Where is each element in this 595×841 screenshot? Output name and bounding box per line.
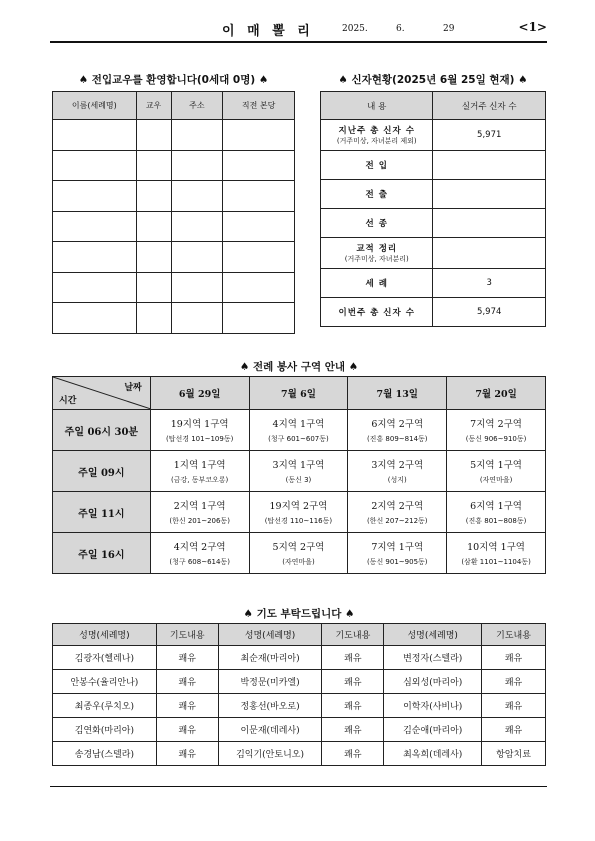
schedule-time: 주일 09시 [53, 451, 151, 492]
table-cell [171, 272, 223, 303]
prayer-intention: 쾌유 [322, 646, 384, 670]
prayer-name: 안봉수(율리안나) [53, 670, 157, 694]
area-text: 19지역 2구역 [269, 501, 328, 512]
schedule-cell [447, 492, 546, 533]
table-row [53, 211, 295, 242]
prayer-intention: 쾌유 [156, 718, 218, 742]
prayer-intention: 쾌유 [322, 718, 384, 742]
transfer-title: ♠ 전입교우를 환영합니다(0세대 0명) ♠ [78, 74, 269, 86]
dong-text: (탑선경 110~116동) [264, 517, 333, 525]
status-label [321, 238, 433, 269]
page-number: <1> [518, 20, 547, 34]
status-row-this-week [321, 298, 546, 327]
table-row [53, 242, 295, 273]
schedule-cell [150, 492, 249, 533]
table-row [53, 120, 295, 151]
schedule-row [53, 533, 546, 574]
status-value [433, 180, 546, 209]
schedule-cell [348, 492, 447, 533]
status-col-content: 내 용 [321, 92, 433, 120]
table-cell [223, 303, 295, 334]
date-day: 29 [443, 24, 455, 34]
transfer-col-member: 교우 [136, 92, 171, 120]
area-text: 3지역 1구역 [272, 460, 325, 471]
table-cell [171, 181, 223, 212]
prayer-name: 최옥희(데레사) [384, 742, 482, 766]
table-cell [171, 303, 223, 334]
header-rule [50, 41, 547, 43]
prayer-col-name: 성명(세례명) [384, 624, 482, 646]
area-text: 6지역 1구역 [470, 501, 522, 512]
prayer-name: 변정자(스텔라) [384, 646, 482, 670]
table-row [53, 670, 546, 694]
prayer-col-name: 성명(세례명) [53, 624, 157, 646]
dong-text: (진흥 801~808동) [465, 517, 527, 525]
table-row [53, 181, 295, 212]
dong-text: (한신 201~206동) [169, 517, 230, 525]
status-label: 전 입 [321, 151, 433, 180]
schedule-time: 주일 11시 [53, 492, 151, 533]
area-text: 3지역 2구역 [371, 460, 424, 471]
prayer-intention: 쾌유 [482, 718, 546, 742]
area-text: 7지역 1구역 [371, 542, 424, 553]
dong-text: (청구 601~607동) [268, 435, 329, 443]
schedule-cell [348, 410, 447, 451]
dong-text: (자연마을) [282, 558, 315, 566]
bulletin-title: 이 매 뽈 리 [222, 24, 314, 39]
prayer-name: 이문재(데레사) [218, 718, 322, 742]
status-row-deceased [321, 209, 546, 238]
table-cell [223, 120, 295, 151]
schedule-cell [348, 451, 447, 492]
status-value [433, 238, 546, 269]
dong-text: (삼환 1101~1104동) [461, 558, 531, 566]
table-cell [136, 150, 171, 181]
table-cell [136, 181, 171, 212]
schedule-cell [447, 451, 546, 492]
prayer-intention: 쾌유 [482, 670, 546, 694]
dong-text: (금강, 동부코오롱) [171, 476, 229, 484]
schedule-date: 6월 29일 [150, 377, 249, 410]
schedule-cell [249, 533, 348, 574]
table-row [53, 272, 295, 303]
status-value: 5,971 [433, 120, 546, 151]
transfer-table [52, 91, 295, 334]
schedule-cell [249, 492, 348, 533]
transfer-header-row [53, 92, 295, 120]
prayer-intention: 쾌유 [482, 646, 546, 670]
table-cell [53, 242, 137, 273]
corner-time-label: 시간 [59, 396, 77, 406]
table-cell [171, 150, 223, 181]
status-label-sub: (거주미상, 자녀분리 제외) [336, 137, 417, 145]
table-row [53, 646, 546, 670]
prayer-intention: 쾌유 [156, 742, 218, 766]
table-cell [136, 303, 171, 334]
table-cell [53, 272, 137, 303]
table-row [53, 303, 295, 334]
schedule-table [52, 376, 546, 574]
table-cell [223, 181, 295, 212]
status-label-text: 교적 정리 [356, 244, 398, 254]
status-title: ♠ 신자현황(2025년 6월 25일 현재) ♠ [338, 74, 528, 86]
prayer-col-name: 성명(세례명) [218, 624, 322, 646]
status-value: 3 [433, 269, 546, 298]
schedule-row [53, 451, 546, 492]
schedule-cell [150, 533, 249, 574]
schedule-row [53, 492, 546, 533]
prayer-name: 이학자(사비나) [384, 694, 482, 718]
prayer-name: 김광자(헬레나) [53, 646, 157, 670]
transfer-col-prev-parish: 직전 본당 [223, 92, 295, 120]
prayer-name: 김연화(마리아) [53, 718, 157, 742]
area-text: 5지역 2구역 [272, 542, 325, 553]
status-row-baptism [321, 269, 546, 298]
table-cell [136, 211, 171, 242]
table-cell [171, 242, 223, 273]
prayer-name: 최순재(마리아) [218, 646, 322, 670]
prayer-intention: 쾌유 [156, 670, 218, 694]
dong-text: (동신 901~905동) [366, 558, 428, 566]
status-label [321, 120, 433, 151]
table-cell [223, 211, 295, 242]
prayer-name: 최종우(루치오) [53, 694, 157, 718]
dong-text: (자연마을) [479, 476, 513, 484]
date-month: 6. [396, 24, 405, 34]
schedule-date: 7월 6일 [249, 377, 348, 410]
status-table [320, 91, 546, 327]
table-cell [53, 303, 137, 334]
prayer-intention: 쾌유 [156, 646, 218, 670]
dong-text: (동신 3) [285, 476, 312, 484]
prayer-name: 김익기(안토니오) [218, 742, 322, 766]
status-value [433, 209, 546, 238]
prayer-title: ♠ 기도 부탁드립니다 ♠ [243, 608, 355, 620]
table-row [53, 718, 546, 742]
schedule-cell [447, 410, 546, 451]
status-row-last-week [321, 120, 546, 151]
status-col-count: 실거주 신자 수 [433, 92, 546, 120]
prayer-col-intention: 기도내용 [322, 624, 384, 646]
corner-date-label: 날짜 [124, 383, 142, 393]
table-cell [53, 181, 137, 212]
status-row-record-cleanup [321, 238, 546, 269]
table-cell [171, 211, 223, 242]
table-row [53, 694, 546, 718]
status-row-transfer-in [321, 151, 546, 180]
table-cell [136, 242, 171, 273]
status-header-row [321, 92, 546, 120]
schedule-corner-cell [53, 377, 151, 410]
table-cell [223, 272, 295, 303]
area-text: 4지역 1구역 [272, 419, 325, 430]
schedule-title: ♠ 전례 봉사 구역 안내 ♠ [239, 361, 359, 373]
schedule-cell [249, 410, 348, 451]
prayer-col-intention: 기도내용 [156, 624, 218, 646]
status-row-transfer-out [321, 180, 546, 209]
status-label-text: 지난주 총 신자 수 [338, 126, 415, 136]
prayer-name: 박정문(미카엘) [218, 670, 322, 694]
status-label: 이번주 총 신자 수 [321, 298, 433, 327]
transfer-col-name: 이름(세례명) [53, 92, 137, 120]
area-text: 2지역 1구역 [173, 501, 226, 512]
schedule-time: 주일 06시 30분 [53, 410, 151, 451]
table-cell [53, 211, 137, 242]
status-label: 선 종 [321, 209, 433, 238]
table-cell [223, 150, 295, 181]
prayer-name: 김순애(마리아) [384, 718, 482, 742]
table-cell [53, 120, 137, 151]
page-header [50, 18, 547, 42]
dong-text: (탑선경 101~109동) [165, 435, 234, 443]
status-label-sub: (거주미상, 자녀분리) [344, 255, 409, 263]
area-text: 10지역 1구역 [467, 542, 525, 553]
schedule-time: 주일 16시 [53, 533, 151, 574]
table-row [53, 150, 295, 181]
prayer-table [52, 623, 546, 766]
status-value: 5,974 [433, 298, 546, 327]
prayer-intention: 쾌유 [322, 742, 384, 766]
schedule-date: 7월 13일 [348, 377, 447, 410]
dong-text: (성지) [387, 476, 407, 484]
schedule-cell [348, 533, 447, 574]
area-text: 6지역 2구역 [371, 419, 424, 430]
schedule-cell [150, 410, 249, 451]
schedule-date: 7월 20일 [447, 377, 546, 410]
table-cell [223, 242, 295, 273]
prayer-intention: 쾌유 [322, 670, 384, 694]
schedule-cell [150, 451, 249, 492]
area-text: 2지역 2구역 [371, 501, 424, 512]
prayer-col-intention: 기도내용 [482, 624, 546, 646]
prayer-header-row [53, 624, 546, 646]
schedule-cell [447, 533, 546, 574]
schedule-row [53, 410, 546, 451]
footer-rule [50, 786, 547, 787]
prayer-intention: 항암치료 [482, 742, 546, 766]
dong-text: (동신 906~910동) [465, 435, 527, 443]
table-row [53, 742, 546, 766]
area-text: 7지역 2구역 [470, 419, 522, 430]
table-cell [136, 272, 171, 303]
status-value [433, 151, 546, 180]
schedule-header-row [53, 377, 546, 410]
schedule-cell [249, 451, 348, 492]
area-text: 1지역 1구역 [173, 460, 226, 471]
prayer-name: 정홍선(바오로) [218, 694, 322, 718]
table-cell [53, 150, 137, 181]
transfer-col-address: 주소 [171, 92, 223, 120]
table-cell [171, 120, 223, 151]
status-label: 세 례 [321, 269, 433, 298]
dong-text: (진흥 809~814동) [366, 435, 428, 443]
prayer-name: 심외성(마리아) [384, 670, 482, 694]
prayer-intention: 쾌유 [156, 694, 218, 718]
area-text: 19지역 1구역 [170, 419, 229, 430]
prayer-intention: 쾌유 [322, 694, 384, 718]
area-text: 5지역 1구역 [470, 460, 522, 471]
dong-text: (한신 207~212동) [366, 517, 428, 525]
prayer-intention: 쾌유 [482, 694, 546, 718]
table-cell [136, 120, 171, 151]
area-text: 4지역 2구역 [173, 542, 226, 553]
status-label: 전 출 [321, 180, 433, 209]
date-year: 2025. [342, 24, 368, 34]
prayer-name: 송경남(스텔라) [53, 742, 157, 766]
dong-text: (청구 608~614동) [169, 558, 230, 566]
